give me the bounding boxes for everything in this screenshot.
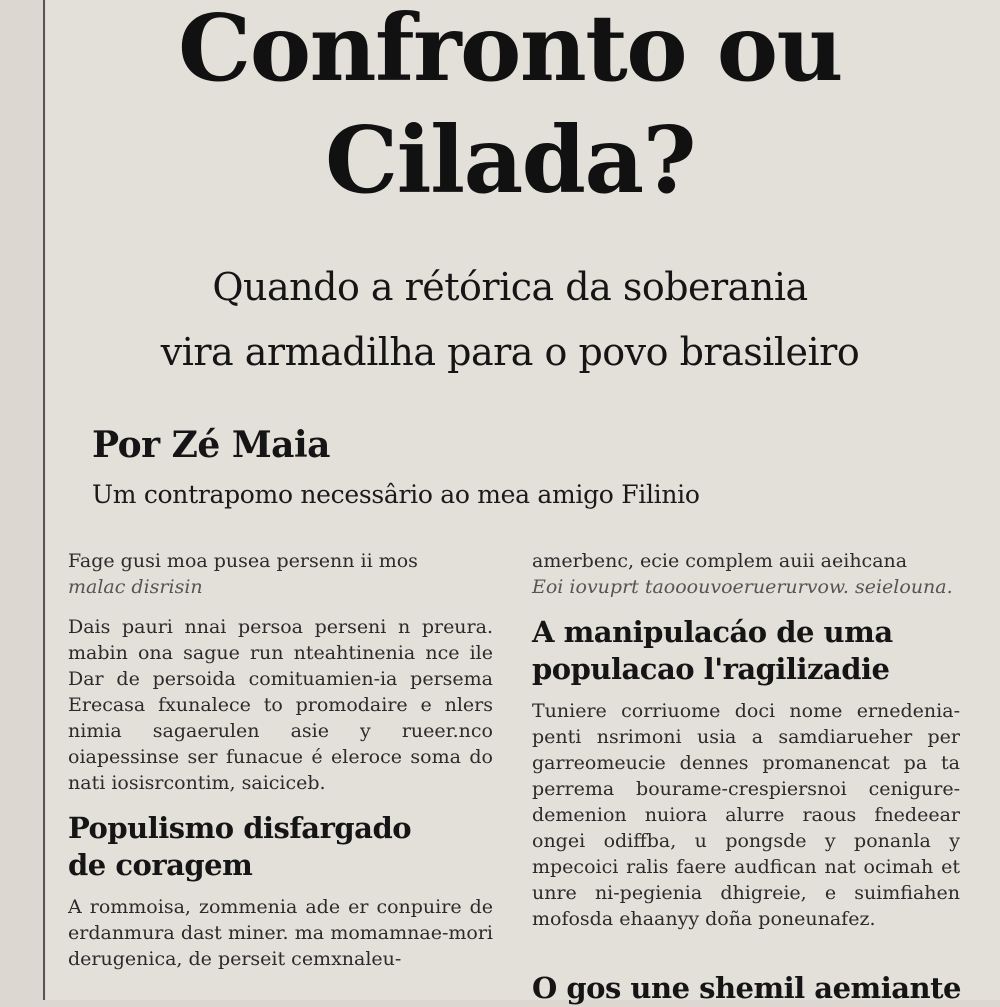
left-column	[68, 548, 493, 986]
left-section-title-line-2: de coragem	[68, 848, 253, 882]
margin-rule	[43, 0, 45, 1000]
right-section-title-line-1: A manipulacáo de uma	[532, 615, 893, 649]
headline-line-1: Confronto ou	[178, 0, 842, 102]
right-column	[532, 548, 960, 946]
left-paragraph-2: A rommoisa, zommenia ade er conpuire de erdanmura dast miner. ma momamnae-mori derugenica, de perseit cemxnaleu-	[68, 896, 493, 970]
byline: Por Zé Maia	[92, 424, 331, 466]
left-intro-line-2: malac disrisin	[68, 576, 203, 598]
subheadline-line-2: vira armadilha para o povo brasileiro	[160, 330, 860, 374]
headline-line-2: Cilada?	[324, 106, 696, 214]
right-section-title	[532, 614, 960, 688]
left-intro	[68, 548, 493, 600]
dedication: Um contrapomo necessârio ao mea amigo Filinio	[92, 480, 700, 509]
right-paragraph-1: Tuniere corriuome doci nome ernedenia-penti nsrimoni usia a samdiarueher per garreomeucie dennes promanencat pa ta perrema bourame-crespiersnoi cenigure-demenion nuiora alurre raous fnedeear ongei odiffba, u pongsde y ponanla y mpecoici ralis faere audfican nat ocimah et unre ni-pegienia dhigreie, e suimfiahen mofosda ehaanyy doña poneunafez.	[532, 700, 960, 930]
right-intro-line-1: amerbenc, ecie complem auii aeihcana	[532, 550, 908, 572]
right-intro-line-2: Eoi iovuprt taooouvoeruerurvow. seielouna.	[532, 576, 953, 598]
left-section-title	[68, 810, 493, 884]
left-paragraph-1: Dais pauri nnai persoa perseni n preura. mabin ona sague run nteahtinenia nce ile Dar de persoida comituamien-ia persema Erecasa fxunalece to promodaire e nlers nimia sagaerulen asie y rueer.nco oiapessinse ser funacue é eleroce soma do nati iosisrcontim, saiciceb.	[68, 616, 493, 794]
subheadline-line-1: Quando a rétórica da soberania	[212, 265, 808, 309]
headline	[60, 0, 960, 216]
right-cut-heading: O gos une shemil aemiante	[532, 971, 961, 1005]
subheadline	[80, 255, 940, 385]
left-section-title-line-1: Populismo disfargado	[68, 811, 412, 845]
left-intro-line-1: Fage gusi moa pusea persenn ii mos	[68, 550, 418, 572]
right-section-title-line-2: populacao l'ragilizadie	[532, 652, 890, 686]
right-intro	[532, 548, 960, 600]
